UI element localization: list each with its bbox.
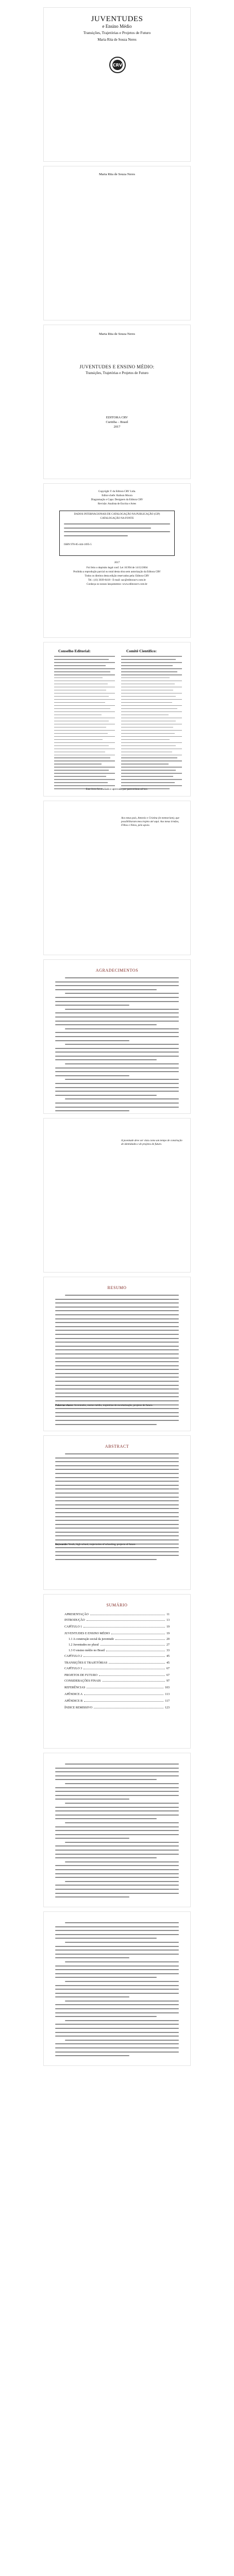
summary-entry-label: CONSIDERAÇÕES FINAIS xyxy=(64,1680,101,1683)
summary-entry[interactable] xyxy=(64,1625,170,1629)
content-page xyxy=(43,1753,191,1907)
review-note: Este livro foi avaliado e aprovado por pareceristas ad hoc. xyxy=(86,788,148,791)
keywords-en xyxy=(55,1543,179,1547)
rights-notice: Proibida a reprodução parcial ou total desta obra sem autorização da Editora CRV xyxy=(73,570,161,573)
title-page-subtitle: Transições, Trajetórias e Projetos de Futuro xyxy=(86,371,148,375)
summary-entry[interactable] xyxy=(64,1619,170,1622)
summary-leader-dots xyxy=(94,1706,163,1708)
abstract-en-title: ABSTRACT xyxy=(105,1444,129,1449)
summary-entry-label: PROJETOS DE FUTURO xyxy=(64,1674,97,1677)
editorial-board-list xyxy=(54,656,115,791)
summary-entry-label: 1.3 O ensino médio no Brasil xyxy=(69,1649,105,1652)
revision-line: Revisão: Analista de Escrita e Artes xyxy=(97,502,137,505)
epigraph-text: A juventude deve ser vista como um tempo de construção de identidades e de projetos de futuro. xyxy=(121,1139,182,1146)
publication-year: 2017 xyxy=(113,425,121,429)
content-page xyxy=(43,1911,191,2066)
summary-entry-label: ÍNDICE REMISSIVO xyxy=(64,1706,93,1709)
summary-entry[interactable] xyxy=(64,1667,170,1670)
content-text xyxy=(55,1922,179,2059)
summary-entry-label: 1.2 Juventudes no plural xyxy=(69,1643,99,1647)
summary-page xyxy=(43,1594,191,1749)
abstract-pt-title: RESUMO xyxy=(107,1285,127,1290)
summary-leader-dots xyxy=(83,1667,165,1669)
dedication-page xyxy=(43,801,191,955)
summary-entry-label: CAPÍTULO 2 xyxy=(64,1655,82,1658)
isbn-line: ISBN 978-85-444-1695-5 xyxy=(64,543,92,546)
summary-entry-page: 45 xyxy=(166,1655,170,1658)
svg-text:CRV: CRV xyxy=(112,63,123,67)
summary-entry[interactable] xyxy=(64,1674,170,1677)
dedication-text: Aos meus pais, Antonio e Cristina (in memoriam), que possibilitaram meu trajeto até aqui. Aos meus irmãos, Filhos e Netos, pelo apoio. xyxy=(121,817,179,827)
summary-leader-dots xyxy=(83,1625,165,1628)
summary-entry-page: 19 xyxy=(166,1632,170,1635)
summary-entry-label: CAPÍTULO 3 xyxy=(64,1667,82,1670)
summary-entry[interactable] xyxy=(64,1638,170,1641)
legal-deposit: Foi feito o depósito legal conf. Lei 10.994 de 14/12/2004 xyxy=(86,566,148,569)
summary-entry-page: 27 xyxy=(166,1643,170,1647)
summary-leader-dots xyxy=(84,1693,163,1695)
cip-heading: DADOS INTERNACIONAIS DE CATALOGAÇÃO NA PUBLICAÇÃO (CIP) xyxy=(74,513,160,516)
summary-leader-dots xyxy=(99,1674,165,1676)
cover-subtitle-2: Transições, Trajetórias e Projetos de Futuro xyxy=(83,30,151,35)
summary-leader-dots xyxy=(101,1643,165,1646)
editor-line: Editor-chefe: Railson Moura xyxy=(102,494,132,497)
design-line: Diagramação e Capa: Designers da Editora CRV xyxy=(91,498,143,501)
title-page-title: JUVENTUDES E ENSINO MÉDIO: xyxy=(79,364,155,369)
summary-leader-dots xyxy=(83,1655,165,1657)
summary-entry[interactable] xyxy=(64,1613,170,1616)
summary-leader-dots xyxy=(111,1632,165,1634)
summary-entry-page: 67 xyxy=(166,1667,170,1670)
summary-leader-dots xyxy=(87,1686,163,1688)
keywords-pt-text: Juventudes, ensino médio, trajetórias de escolarização, projetos de futuro. xyxy=(74,1404,153,1407)
summary-entry[interactable] xyxy=(64,1662,170,1665)
summary-leader-dots xyxy=(109,1662,165,1664)
keywords-en-text: Youth, high school, trajectories of schooling, projects of future. xyxy=(68,1543,136,1546)
epigraph-page xyxy=(43,1118,191,1273)
summary-entry-label: JUVENTUDES E ENSINO MÉDIO xyxy=(64,1632,110,1635)
publisher-name: EDITORA CRV xyxy=(106,416,128,419)
publisher-city: Curitiba – Brasil xyxy=(106,420,128,424)
cip-box xyxy=(59,511,175,556)
abstract-en-page xyxy=(43,1435,191,1590)
summary-entry-page: 67 xyxy=(166,1674,170,1677)
summary-entry[interactable] xyxy=(64,1649,170,1652)
publisher-logo-icon xyxy=(109,56,126,74)
summary-entry-page: 117 xyxy=(165,1700,170,1703)
keywords-pt-label: Palavras-chave: xyxy=(55,1404,74,1407)
site-line: Conheça os nossos lançamentos: www.editoracrv.com.br xyxy=(87,583,147,586)
title-page xyxy=(43,325,191,479)
cip-subheading: CATALOGAÇÃO NA FONTE xyxy=(100,517,134,520)
summary-entry-label: CAPÍTULO 1 xyxy=(64,1625,82,1629)
acknowledgements-title: AGRADECIMENTOS xyxy=(95,968,139,973)
summary-entry[interactable] xyxy=(64,1700,170,1703)
summary-entry-page: 123 xyxy=(165,1706,170,1709)
summary-entry-label: INTRODUÇÃO xyxy=(64,1619,85,1622)
summary-entry-page: 113 xyxy=(165,1693,170,1696)
summary-entry-page: 13 xyxy=(166,1619,170,1622)
summary-entry-page: 20 xyxy=(166,1638,170,1641)
summary-title: SUMÁRIO xyxy=(106,1603,128,1607)
keywords-pt xyxy=(55,1404,179,1408)
acknowledgements-page xyxy=(43,959,191,1114)
edition-year: 2017 xyxy=(114,561,120,564)
summary-entry[interactable] xyxy=(64,1655,170,1658)
boards-page xyxy=(43,642,191,796)
author-name: Maria Rita de Souza Neres xyxy=(98,173,136,176)
title-page-author: Maria Rita de Souza Neres xyxy=(98,332,136,336)
content-text xyxy=(55,1764,179,1901)
summary-entry-page: 97 xyxy=(166,1680,170,1683)
cover-page xyxy=(43,7,191,162)
summary-leader-dots xyxy=(84,1700,163,1702)
keywords-en-label: Keywords: xyxy=(55,1543,68,1546)
summary-entry[interactable] xyxy=(64,1693,170,1696)
abstract-pt-body xyxy=(55,1295,179,1428)
scientific-committee-title: Comitê Científico: xyxy=(126,649,157,653)
summary-entry-label: APRESENTAÇÃO xyxy=(64,1613,89,1616)
summary-leader-dots xyxy=(87,1619,165,1621)
summary-entry-page: 19 xyxy=(166,1625,170,1629)
cover-subtitle: e Ensino Médio xyxy=(102,24,132,29)
summary-entry-label: APÊNDICE B xyxy=(64,1700,83,1703)
summary-entry-page: 103 xyxy=(165,1686,170,1689)
summary-entry-page: 45 xyxy=(166,1662,170,1665)
summary-entry[interactable] xyxy=(64,1686,170,1689)
summary-entry-label: TRANSIÇÕES E TRAJETÓRIAS xyxy=(64,1662,108,1665)
contact-line: Tel.: (41) 3039-6418 - E-mail: sac@editoracrv.com.br xyxy=(88,579,146,582)
catalog-page xyxy=(43,483,191,638)
acknowledgements-body xyxy=(55,977,179,1114)
summary-leader-dots xyxy=(106,1649,165,1651)
summary-entry-label: APÊNDICE A xyxy=(64,1693,83,1696)
author-page xyxy=(43,166,191,320)
summary-leader-dots xyxy=(90,1613,165,1615)
summary-entry-label: 1.1 A construção social da juventude xyxy=(69,1638,114,1641)
cover-title: JUVENTUDES xyxy=(91,15,143,23)
summary-entry[interactable] xyxy=(64,1632,170,1635)
cip-text xyxy=(64,523,170,539)
summary-leader-dots xyxy=(103,1680,165,1682)
summary-entry[interactable] xyxy=(64,1706,170,1709)
summary-leader-dots xyxy=(115,1638,165,1640)
scientific-committee-list xyxy=(121,656,182,791)
summary-entry-label: REFERÊNCIAS xyxy=(64,1686,86,1689)
summary-entry[interactable] xyxy=(64,1680,170,1683)
editorial-board-title: Conselho Editorial: xyxy=(58,649,91,653)
summary-entry-page: 11 xyxy=(166,1613,170,1616)
summary-entry[interactable] xyxy=(64,1643,170,1647)
summary-entry-page: 33 xyxy=(166,1649,170,1652)
rights-owner: Todos os direitos desta edição reservados pela: Editora CRV xyxy=(85,574,149,578)
cover-author: Maria Rita de Souza Neres xyxy=(97,38,137,42)
copyright-line: Copyright © da Editora CRV Ltda. xyxy=(98,490,136,493)
abstract-pt-page xyxy=(43,1277,191,1431)
